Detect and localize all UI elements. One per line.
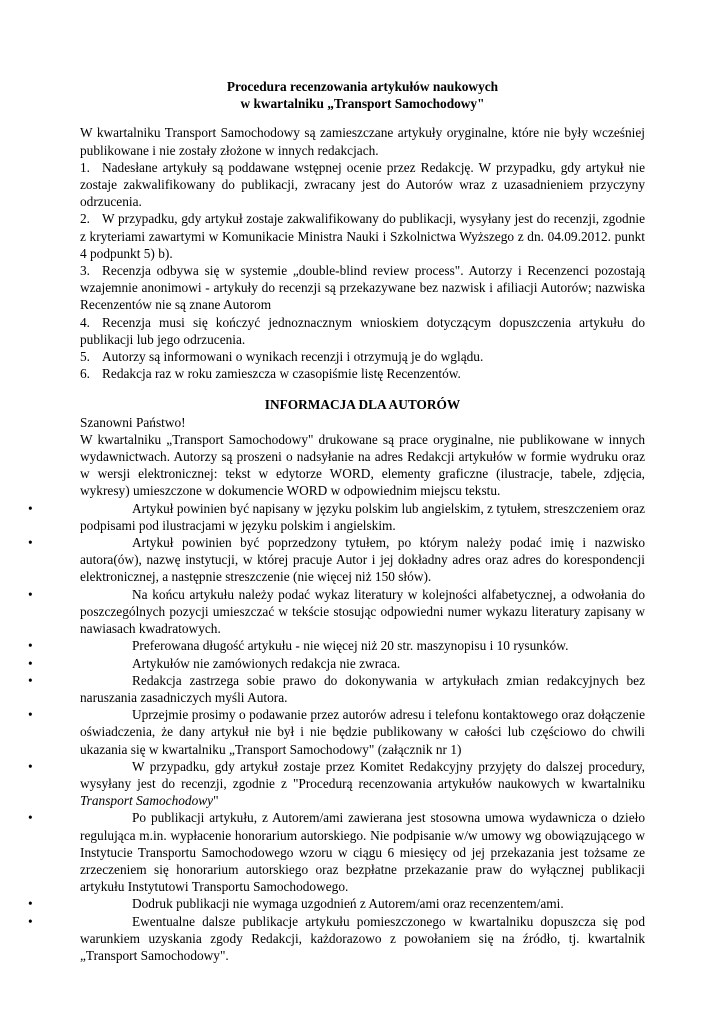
bullet-icon: • [28, 758, 33, 774]
intro-paragraph: W kwartalniku Transport Samochodowy są zamieszczane artykuły oryginalne, które nie były wcześniej publikowane i nie zostały złożone w innych redakcjach. [80, 125, 645, 158]
step-number: 5. [80, 349, 91, 365]
step-text: Recenzja odbywa się w systemie „double-blind review process". Autorzy i Recenzenci pozostają wzajemnie anonimowi - artykuły do recenzji są przekazywane bez nazwisk i afiliacji Autorów; nazwiska Recenzentów nie są znane Autorom [80, 263, 645, 313]
guideline-item [28, 706, 645, 758]
document-title-line-2: w kwartalniku „Transport Samochodowy" [240, 96, 485, 112]
guideline-item [28, 655, 645, 672]
guideline-text: W przypadku, gdy artykuł zostaje przez Komitet Redakcyjny przyjęty do dalszej procedury, wysyłany jest do recenzji, zgodnie z "Procedurą recenzowania artykułów naukowych w kwartalniku [80, 758, 645, 791]
greeting: Szanowni Państwo! [80, 414, 186, 430]
guideline-text: Ewentualne dalsze publikacje artykułu pomieszczonego w kwartalniku dopuszcza się pod warunkiem uzyskania zgody Redakcji, każdorazowo z powołaniem się na źródło, tj. kwartalnik „Transport Samochodowy". [80, 913, 645, 963]
guideline-text-end: " [213, 793, 219, 809]
guideline-item [28, 809, 645, 895]
guideline-item [28, 913, 645, 965]
guideline-text: Artykuł powinien być poprzedzony tytułem, po którym należy podać imię i nazwisko autora(ów), nazwę instytucji, w której pracuje Autor i jej dokładny adres oraz adres do korespondencji elektronicznej, a następnie streszczenie (nie więcej niż 150 słów). [80, 535, 645, 585]
step-text: Recenzja musi się kończyć jednoznacznym wnioskiem dotyczącym dopuszczenia artykułu do publikacji lub jego odrzucenia. [80, 314, 645, 347]
guideline-text: Redakcja zastrzega sobie prawo do dokonywania w artykułach zmian redakcyjnych bez naruszania zasadniczych myśli Autora. [80, 672, 645, 705]
section-intro-paragraph: W kwartalniku „Transport Samochodowy" drukowane są prace oryginalne, nie publikowane w innych wydawnictwach. Autorzy są proszeni o nadsyłanie na adres Redakcji artykułów w formie wydruku oraz w wersji elektronicznej: tekst w edytorze WORD, elementy graficzne (ilustracje, tabele, zdjęcia, wykresy) umieszczone w dokumencie WORD w odpowiednim miejscu tekstu. [80, 431, 645, 499]
procedure-steps-list [80, 159, 645, 383]
author-guidelines-list [28, 500, 645, 964]
procedure-step [80, 348, 645, 365]
guideline-text: Uprzejmie prosimy o podawanie przez autorów adresu i telefonu kontaktowego oraz dołączenie oświadczenia, że dany artykuł nie był i nie będzie publikowany w całości lub częściowo do chwili ukazania się w kwartalniku „Transport Samochodowy" (załącznik nr 1) [80, 707, 645, 757]
procedure-step [80, 262, 645, 314]
guideline-item [28, 895, 645, 912]
journal-name-italic: Transport Samochodowy [80, 793, 214, 809]
step-number: 6. [80, 366, 91, 382]
step-text: Redakcja raz w roku zamieszcza w czasopiśmie listę Recenzentów. [102, 366, 461, 382]
bullet-icon: • [28, 913, 33, 929]
procedure-step [80, 314, 645, 348]
step-text: Autorzy są informowani o wynikach recenzji i otrzymują je do wglądu. [102, 349, 484, 365]
step-number: 3. [80, 263, 91, 279]
guideline-text: Dodruk publikacji nie wymaga uzgodnień z Autorem/ami oraz recenzentem/ami. [132, 896, 564, 912]
bullet-icon: • [28, 672, 33, 688]
step-number: 2. [80, 211, 91, 227]
guideline-text: Preferowana długość artykułu - nie więcej niż 20 str. maszynopisu i 10 rysunków. [132, 638, 569, 654]
section-title: INFORMACJA DLA AUTORÓW [264, 397, 461, 413]
guideline-text: Artykułów nie zamówionych redakcja nie zwraca. [132, 655, 401, 671]
bullet-icon: • [28, 638, 33, 654]
guideline-text: Artykuł powinien być napisany w języku polskim lub angielskim, z tytułem, streszczeniem oraz podpisami pod ilustracjami w języku polskim i angielskim. [80, 500, 645, 533]
guideline-text: Po publikacji artykułu, z Autorem/ami zawierana jest stosowna umowa wydawnicza o dzieło regulująca m.in. wypłacenie honorarium autorskiego. Nie podpisanie w/w umowy wg obowiązującego w Instytucie Transportu Samochodowego wzoru w ciągu 6 miesięcy od jej przekazania jest tożsame ze zrzeczeniem się honorarium autorskiego oraz bezpłatne przekazanie praw do wyłącznej publikacji artykułu Instytutowi Transportu Samochodowego. [80, 810, 645, 895]
guideline-item [28, 500, 645, 534]
step-text: Nadesłane artykuły są poddawane wstępnej ocenie przez Redakcję. W przypadku, gdy artykuł nie zostaje zakwalifikowany do publikacji, zwracany jest do Autorów wraz z uzasadnieniem przyczyny odrzucenia. [80, 159, 645, 210]
document-title-line-1: Procedura recenzowania artykułów naukowych [226, 79, 499, 94]
bullet-icon: • [28, 586, 33, 602]
bullet-icon: • [28, 655, 33, 671]
guideline-item [28, 534, 645, 586]
procedure-step [80, 159, 645, 211]
guideline-item [28, 758, 645, 810]
step-number: 4. [80, 314, 91, 330]
procedure-step [80, 210, 645, 262]
bullet-icon: • [28, 707, 33, 723]
document-page [28, 78, 645, 964]
guideline-text: Na końcu artykułu należy podać wykaz literatury w kolejności alfabetycznej, a odwołania do poszczególnych pozycji umieszczać w tekście stosując odpowiedni numer wykazu literatury zapisany w nawiasach kwadratowych. [80, 586, 645, 637]
bullet-icon: • [28, 535, 33, 551]
procedure-step [80, 365, 645, 382]
step-text: W przypadku, gdy artykuł zostaje zakwalifikowany do publikacji, wysyłany jest do recenzji, zgodnie z kryteriami zawartymi w Komunikacie Ministra Nauki i Szkolnictwa Wyższego z dn. 04.09.2012. punkt 4 podpunkt 5) b). [80, 211, 645, 261]
bullet-icon: • [28, 500, 33, 516]
guideline-item [28, 586, 645, 638]
guideline-item [28, 672, 645, 706]
bullet-icon: • [28, 896, 33, 912]
bullet-icon: • [28, 810, 33, 826]
step-number: 1. [80, 159, 91, 175]
guideline-item [28, 637, 645, 654]
